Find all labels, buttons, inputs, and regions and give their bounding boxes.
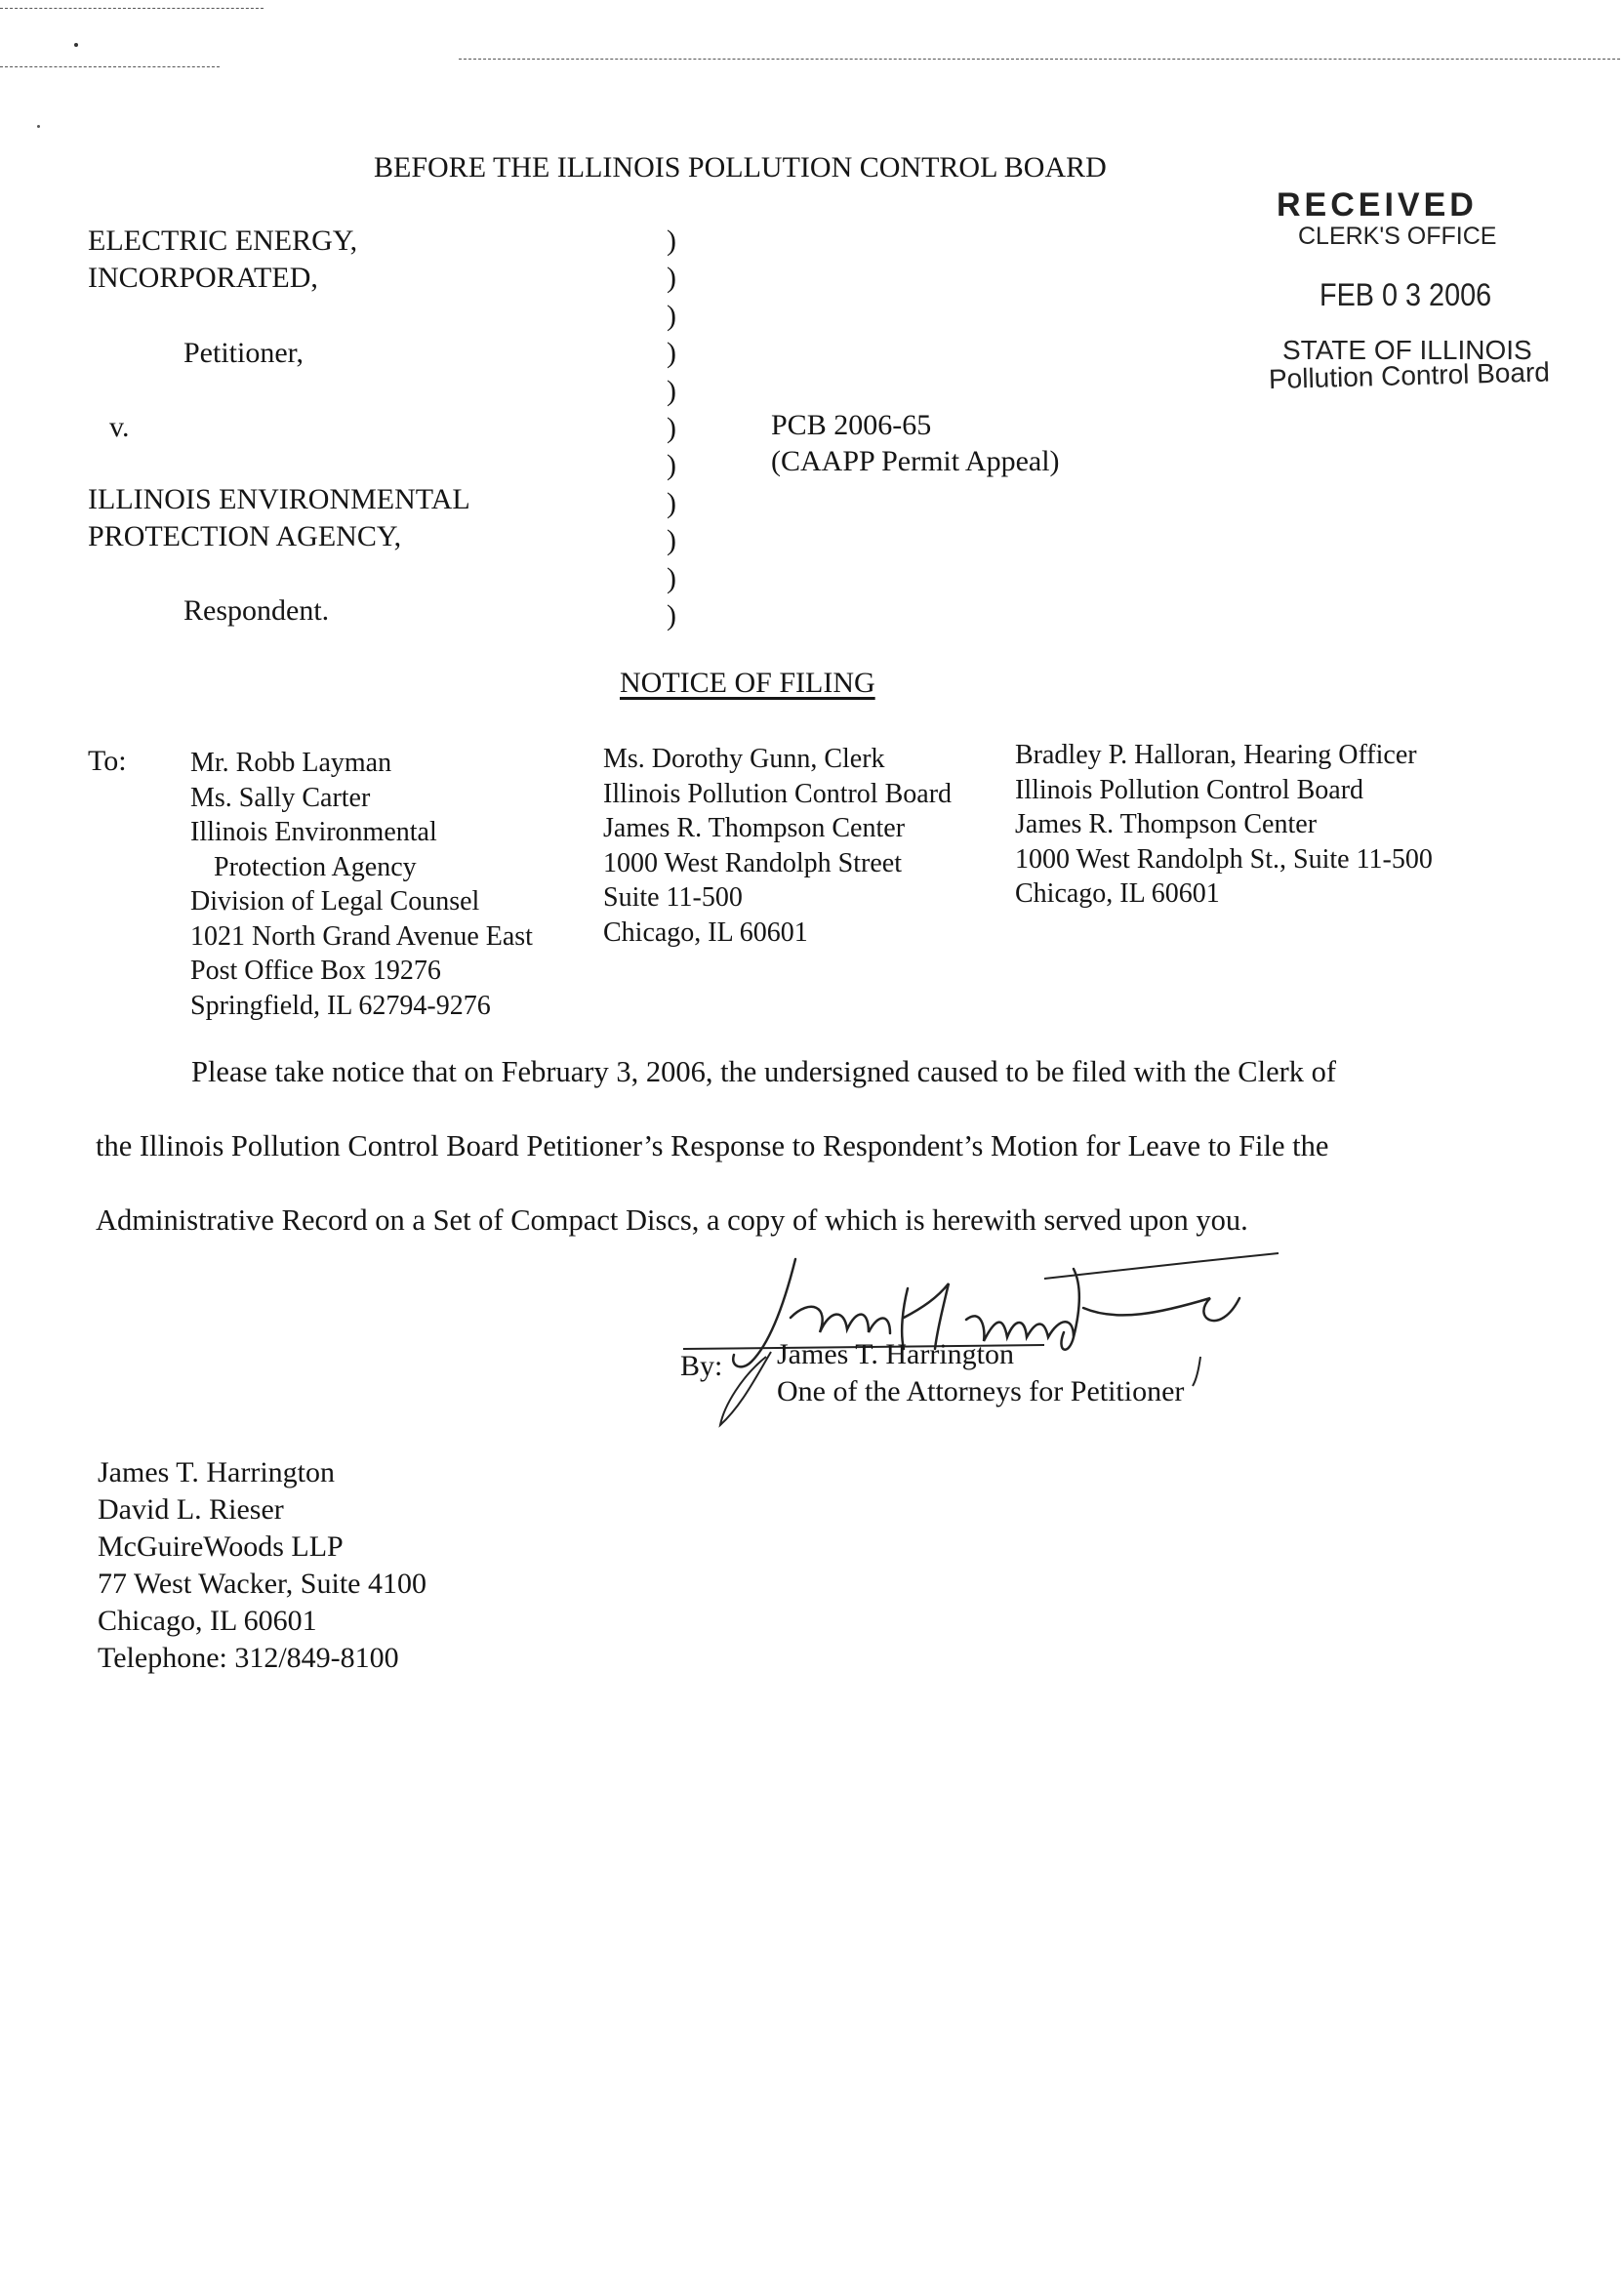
recipient-2-line: James R. Thompson Center	[603, 813, 906, 843]
recipient-3-line: James R. Thompson Center	[1015, 809, 1318, 839]
caption-parentheses	[667, 223, 676, 634]
counsel-line: McGuireWoods LLP	[98, 1530, 344, 1563]
recipient-1-line: Ms. Sally Carter	[190, 782, 371, 813]
signature-title: One of the Attorneys for Petitioner	[777, 1375, 1185, 1407]
stamp-received: RECEIVED	[1277, 186, 1478, 224]
paren: )	[667, 262, 676, 295]
recipient-block-1	[190, 746, 533, 1023]
stamp-clerks-office: CLERK'S OFFICE	[1298, 223, 1497, 250]
signature-by-label: By:	[680, 1350, 723, 1382]
case-number: PCB 2006-65	[771, 409, 932, 441]
counsel-line: Chicago, IL 60601	[98, 1605, 317, 1637]
recipient-3-line: Chicago, IL 60601	[1015, 878, 1220, 909]
stamp-date: FEB 0 3 2006	[1320, 277, 1492, 312]
recipient-3-line: 1000 West Randolph St., Suite 11-500	[1015, 843, 1433, 875]
signature-name: James T. Harrington	[777, 1338, 1015, 1370]
petitioner-role: Petitioner,	[183, 337, 304, 369]
paren: )	[667, 599, 676, 632]
paren: )	[667, 524, 676, 557]
case-type: (CAAPP Permit Appeal)	[771, 445, 1060, 477]
body-line-1: Please take notice that on February 3, 2006, the undersigned caused to be filed with the Clerk of	[191, 1055, 1337, 1088]
counsel-line: Telephone: 312/849-8100	[98, 1642, 399, 1674]
counsel-block	[98, 1454, 426, 1677]
paren: )	[667, 561, 676, 594]
notice-title: NOTICE OF FILING	[620, 667, 875, 699]
recipient-3-line: Illinois Pollution Control Board	[1015, 774, 1364, 805]
recipient-1-line: Protection Agency	[214, 851, 417, 882]
respondent-line-1: ILLINOIS ENVIRONMENTAL	[88, 483, 470, 515]
paren: )	[667, 449, 676, 482]
paren: )	[667, 374, 676, 407]
recipient-1-line: Springfield, IL 62794-9276	[190, 990, 491, 1021]
counsel-line: James T. Harrington	[98, 1456, 336, 1488]
counsel-line: 77 West Wacker, Suite 4100	[98, 1568, 426, 1600]
paren: )	[667, 337, 676, 370]
respondent-name	[88, 481, 470, 555]
stamp-state: STATE OF ILLINOIS	[1282, 335, 1532, 365]
paren: )	[667, 486, 676, 519]
counsel-line: David L. Rieser	[98, 1493, 284, 1526]
recipient-2-line: 1000 West Randolph Street	[603, 847, 902, 878]
stamp-board: Pollution Control Board	[1268, 356, 1551, 394]
recipient-2-line: Suite 11-500	[603, 882, 743, 913]
recipient-1-line: 1021 North Grand Avenue East	[190, 920, 533, 952]
recipient-1-line: Illinois Environmental	[190, 817, 437, 847]
to-label: To:	[88, 745, 127, 777]
court-heading: BEFORE THE ILLINOIS POLLUTION CONTROL BOARD	[374, 151, 1107, 183]
paren: )	[667, 412, 676, 445]
respondent-role: Respondent.	[183, 594, 330, 627]
scan-dot	[74, 43, 78, 47]
recipient-2-line: Chicago, IL 60601	[603, 917, 808, 948]
respondent-line-2: PROTECTION AGENCY,	[88, 520, 402, 552]
signature-image	[673, 1240, 1357, 1454]
scan-line-top	[0, 66, 220, 67]
recipient-1-line: Mr. Robb Layman	[190, 748, 392, 778]
scan-dot-2	[37, 125, 40, 128]
recipient-2-line: Illinois Pollution Control Board	[603, 778, 953, 809]
scan-line-top-left	[0, 8, 264, 9]
recipient-block-3	[1015, 738, 1433, 912]
recipient-2-line: Ms. Dorothy Gunn, Clerk	[603, 744, 885, 774]
petitioner-line-1: ELECTRIC ENERGY,	[88, 224, 358, 257]
recipient-block-2	[603, 742, 952, 950]
paren: )	[667, 224, 676, 257]
petitioner-name	[88, 223, 357, 297]
recipient-1-line: Post Office Box 19276	[190, 956, 441, 986]
petitioner-line-2: INCORPORATED,	[88, 262, 318, 294]
paren: )	[667, 299, 676, 332]
versus: v.	[109, 411, 130, 443]
body-line-2: the Illinois Pollution Control Board Petitioner’s Response to Respondent’s Motion for Leave to File the	[96, 1129, 1329, 1162]
body-line-3: Administrative Record on a Set of Compact Discs, a copy of which is herewith served upon you.	[96, 1203, 1248, 1237]
recipient-3-line: Bradley P. Halloran, Hearing Officer	[1015, 740, 1417, 770]
recipient-1-line: Division of Legal Counsel	[190, 886, 480, 917]
scan-line-top-right	[459, 59, 1620, 60]
